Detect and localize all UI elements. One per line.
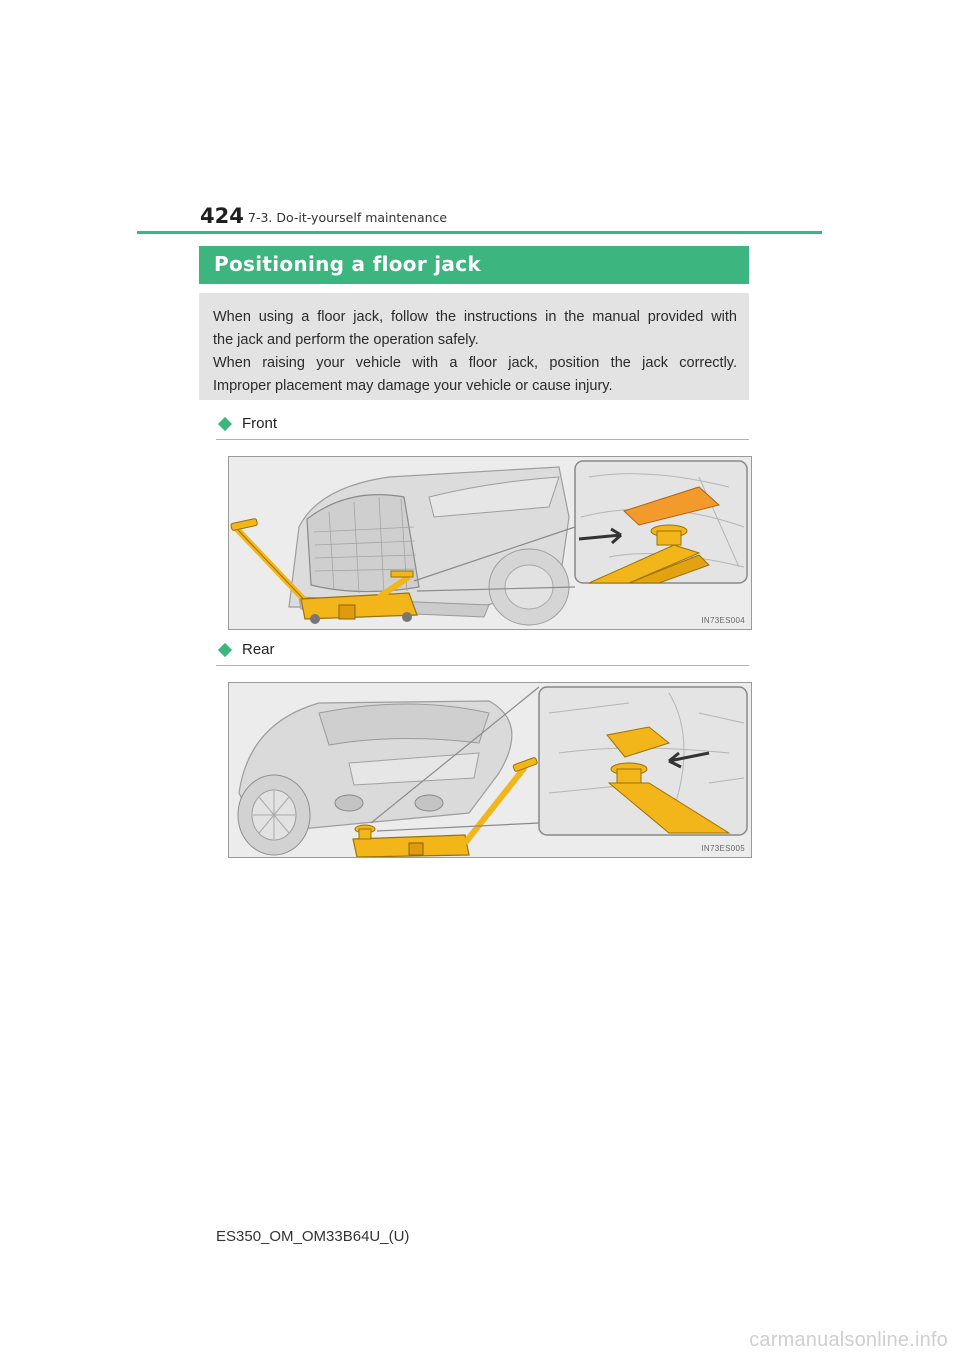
- intro-line: When raising your vehicle with a floor jack, position the jack correctly.: [213, 355, 737, 371]
- page-number: 424: [200, 204, 244, 228]
- subhead-front-label: Front: [242, 415, 278, 432]
- intro-line: the jack and perform the operation safely.: [213, 332, 479, 348]
- footer-doc-code: ES350_OM_OM33B64U_(U): [216, 1228, 410, 1245]
- diamond-bullet-icon: [218, 642, 232, 656]
- subhead-front: [216, 415, 277, 441]
- page-title: Positioning a floor jack: [214, 252, 481, 276]
- subhead-rear-label: Rear: [242, 641, 275, 658]
- section-label: 7-3. Do-it-yourself maintenance: [248, 210, 448, 225]
- subhead-rule: [216, 439, 749, 440]
- intro-line: When using a floor jack, follow the instructions in the manual provided with: [213, 309, 737, 325]
- subhead-rear: [216, 641, 275, 667]
- header-rule: [137, 231, 822, 234]
- front-jack-illustration: [229, 457, 751, 629]
- figure-code: IN73ES004: [701, 616, 745, 625]
- intro-text: [213, 306, 737, 398]
- rear-jack-figure: [228, 682, 752, 858]
- title-bar: [199, 246, 749, 284]
- rear-jack-illustration: [229, 683, 751, 857]
- intro-line: Improper placement may damage your vehicle or cause injury.: [213, 378, 613, 394]
- diamond-bullet-icon: [218, 416, 232, 430]
- watermark: carmanualsonline.info: [749, 1329, 948, 1351]
- intro-box: [199, 293, 749, 400]
- subhead-rule: [216, 665, 749, 666]
- front-jack-figure: [228, 456, 752, 630]
- figure-code: IN73ES005: [701, 844, 745, 853]
